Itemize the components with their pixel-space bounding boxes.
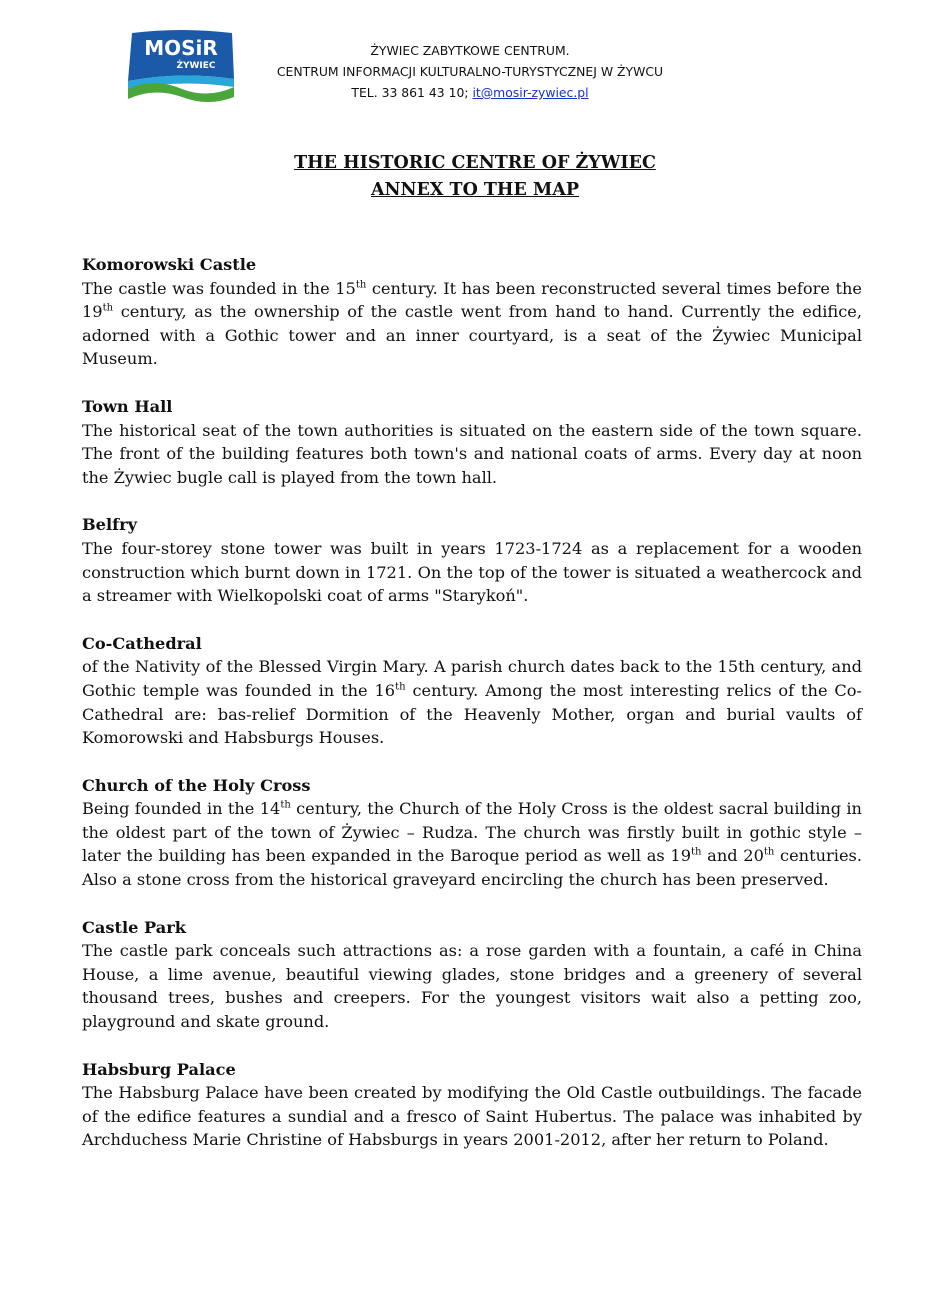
section-heading: Belfry (82, 515, 138, 535)
section-body (82, 277, 862, 371)
section (82, 253, 862, 371)
body-text: The four-storey stone tower was built in years 1723-1724 as a replacement for a wooden construction which burnt down in 1721. On the top of the tower is situated a weathercock and a streamer with Wielkopolski coat of arms "Starykoń". (82, 538, 862, 606)
section-body (82, 797, 862, 891)
section-heading: Co-Cathedral (82, 633, 202, 653)
section-heading: Church of the Holy Cross (82, 775, 311, 795)
section-body (82, 1081, 862, 1152)
body-text: The historical seat of the town authorities is situated on the eastern side of the town square. The front of the building features both town's and national coats of arms. Every day at noon the Żywiec bugle call is played from the town hall. (82, 420, 862, 487)
section-body (82, 419, 862, 490)
document-title (0, 150, 950, 204)
ordinal-superscript: th (691, 847, 702, 859)
header-phone: TEL. 33 861 43 10; (351, 85, 473, 100)
section-heading: Castle Park (82, 917, 187, 937)
ordinal-superscript: th (395, 681, 406, 693)
mosir-logo-icon (124, 27, 238, 104)
body-text: and 20 (701, 846, 764, 866)
body-text: century, as the ownership of the castle went from hand to hand. Currently the edifice, adorned with a Gothic tower and an inner courtyard, is a seat of the Żywiec Municipal Museum. (82, 302, 862, 369)
ordinal-superscript: th (763, 847, 775, 859)
header-line-2: CENTRUM INFORMACJI KULTURALNO-TURYSTYCZNEJ W ŻYWCU (276, 64, 664, 79)
section-heading: Habsburg Palace (82, 1059, 236, 1079)
section-heading: Komorowski Castle (82, 255, 257, 274)
body-text: of the Nativity of the Blessed Virgin Mary. A parish church dates back to the 15th century, and Gothic temple was founded in the 16 (82, 657, 862, 700)
title-line-1: THE HISTORIC CENTRE OF ŻYWIEC (294, 153, 656, 173)
body-text: centuries. Also a stone cross from the historical graveyard encircling the church has been preserved. (82, 846, 862, 890)
title-line-2: ANNEX TO THE MAP (370, 180, 580, 200)
header-contact (240, 82, 700, 103)
section (82, 395, 862, 489)
header-line-1: ŻYWIEC ZABYTKOWE CENTRUM. (370, 43, 570, 58)
section (82, 774, 862, 892)
ordinal-superscript: th (355, 279, 367, 291)
institution-header (240, 40, 700, 103)
section (82, 632, 862, 750)
logo-name: MOSiR (144, 36, 218, 60)
mosir-logo (124, 27, 238, 104)
body-text: The Habsburg Palace have been created by modifying the Old Castle outbuildings. The facade of the edifice features a sundial and a fresco of Saint Hubertus. The palace was inhabited by Archduchess Marie Christine of Habsburgs in years 2001-2012, after her return to Poland. (82, 1083, 862, 1150)
body-text: Being founded in the 14 (82, 799, 281, 819)
logo-subname: ŻYWIEC (176, 61, 216, 71)
section (82, 513, 862, 607)
body-text: century, the Church of the Holy Cross is the oldest sacral building in the oldest part of the town of Żywiec – Rudza. The church was firstly built in gothic style – later the building has been expanded in the Baroque period as well as 19 (82, 799, 862, 866)
email-link[interactable]: it@mosir-zywiec.pl (472, 85, 589, 100)
body-text: The castle park conceals such attractions as: a rose garden with a fountain, a café in China House, a lime avenue, beautiful viewing glades, stone bridges and a greenery of several thousand trees, bushes and creepers. For the youngest visitors wait also a petting zoo, playground and skate ground. (82, 941, 862, 1032)
body-text: century. It has been reconstructed several times before the 19 (82, 278, 862, 322)
ordinal-superscript: th (280, 799, 291, 811)
section (82, 916, 862, 1034)
sections-list (82, 253, 862, 1176)
section-heading: Town Hall (82, 396, 173, 416)
section-body (82, 939, 862, 1033)
body-text: The castle was founded in the 15 (82, 278, 356, 298)
section-body (82, 655, 862, 749)
ordinal-superscript: th (102, 302, 114, 314)
body-text: century. Among the most interesting relics of the Co-Cathedral are: bas-relief Dormition of the Heavenly Mother, organ and burial vaults of Komorowski and Habsburgs Houses. (82, 680, 862, 748)
section (82, 1058, 862, 1152)
section-body (82, 537, 862, 608)
